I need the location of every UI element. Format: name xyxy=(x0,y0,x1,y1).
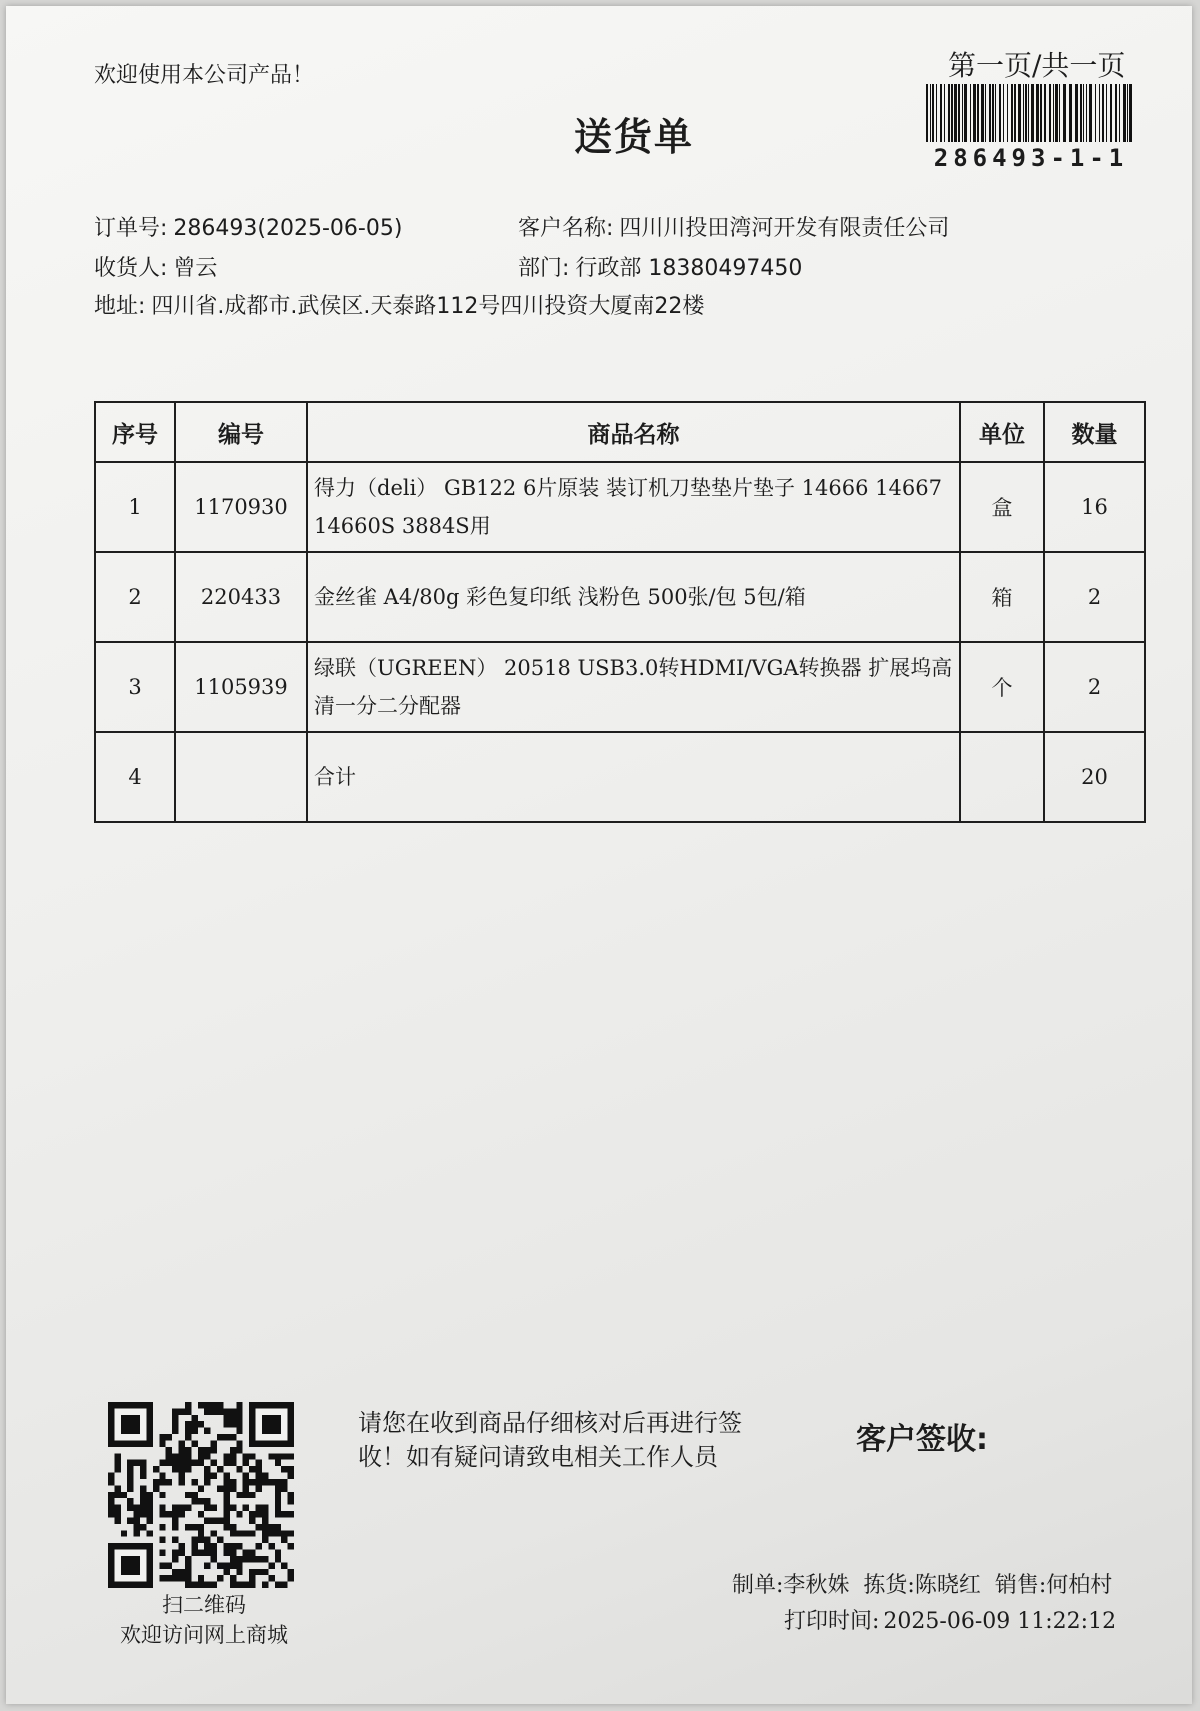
cell-unit: 箱 xyxy=(960,552,1044,642)
qr-caption-scan: 扫二维码 xyxy=(162,1593,246,1617)
header-unit: 单位 xyxy=(960,402,1044,462)
address-value: 四川省.成都市.武侯区.天泰路112号四川投资大厦南22楼 xyxy=(151,294,705,319)
receiver-label: 收货人: xyxy=(94,256,168,281)
print-time xyxy=(784,1604,1116,1635)
qr-code-icon xyxy=(108,1402,294,1588)
customer-name-label: 客户名称: xyxy=(518,216,614,241)
items-table xyxy=(94,401,1146,823)
receiver-value: 曾云 xyxy=(173,256,218,281)
table-row xyxy=(95,552,1145,642)
cell-quantity: 2 xyxy=(1044,642,1145,732)
header-quantity: 数量 xyxy=(1044,402,1145,462)
inspection-notice: 请您在收到商品仔细核对后再进行签收！如有疑问请致电相关工作人员 xyxy=(358,1409,742,1471)
department-label: 部门: xyxy=(518,256,570,281)
receiver xyxy=(94,251,217,282)
print-time-label: 打印时间: xyxy=(784,1609,880,1634)
table-row xyxy=(95,642,1145,732)
cell-total-label: 合计 xyxy=(307,732,960,822)
department xyxy=(518,251,802,282)
order-number xyxy=(94,211,402,242)
print-time-value: 2025-06-09 11:22:12 xyxy=(883,1609,1117,1634)
cell-product-name: 金丝雀 A4/80g 彩色复印纸 浅粉色 500张/包 5包/箱 xyxy=(307,552,960,642)
customer-name-value: 四川川投田湾河开发有限责任公司 xyxy=(619,216,950,241)
barcode-image xyxy=(924,84,1134,142)
cell-product-name: 得力（deli） GB122 6片原装 装订机刀垫垫片垫子 14666 14667 14660S 3884S用 xyxy=(307,462,960,552)
header-seq: 序号 xyxy=(95,402,175,462)
maker: 制单:李秋姝 xyxy=(732,1573,850,1598)
sales: 销售:何柏村 xyxy=(994,1573,1113,1598)
cell-product-name: 绿联（UGREEN） 20518 USB3.0转HDMI/VGA转换器 扩展坞高清一分二分配器 xyxy=(307,642,960,732)
cell-unit: 盒 xyxy=(960,462,1044,552)
cell-unit xyxy=(960,732,1044,822)
welcome-text: 欢迎使用本公司产品！ xyxy=(94,63,315,88)
order-number-label: 订单号: xyxy=(94,216,168,241)
table-row xyxy=(95,462,1145,552)
cell-seq: 3 xyxy=(95,642,175,732)
table-header-row xyxy=(95,402,1145,462)
header-product-name: 商品名称 xyxy=(307,402,960,462)
staff-line xyxy=(732,1568,1176,1599)
delivery-note-sheet xyxy=(6,6,1192,1704)
cell-total-quantity: 20 xyxy=(1044,732,1145,822)
address-label: 地址: xyxy=(94,294,146,319)
document-title: 送货单 xyxy=(573,115,694,159)
customer-name xyxy=(518,211,949,242)
cell-code: 220433 xyxy=(175,552,307,642)
cell-seq: 2 xyxy=(95,552,175,642)
cell-seq: 1 xyxy=(95,462,175,552)
header-code: 编号 xyxy=(175,402,307,462)
cell-code: 1170930 xyxy=(175,462,307,552)
address xyxy=(94,289,704,320)
department-value: 行政部 18380497450 xyxy=(575,256,803,281)
picker: 拣货:陈晓红 xyxy=(863,1573,981,1598)
customer-signature-label: 客户签收: xyxy=(856,1422,988,1457)
barcode-number: 286493-1-1 xyxy=(933,144,1129,172)
table-total-row xyxy=(95,732,1145,822)
qr-caption-mall: 欢迎访问网上商城 xyxy=(120,1623,288,1647)
page-info: 第一页/共一页 xyxy=(948,49,1126,82)
cell-unit: 个 xyxy=(960,642,1044,732)
cell-code: 1105939 xyxy=(175,642,307,732)
cell-quantity: 2 xyxy=(1044,552,1145,642)
order-number-value: 286493(2025-06-05) xyxy=(173,216,403,241)
cell-code xyxy=(175,732,307,822)
cell-seq: 4 xyxy=(95,732,175,822)
cell-quantity: 16 xyxy=(1044,462,1145,552)
